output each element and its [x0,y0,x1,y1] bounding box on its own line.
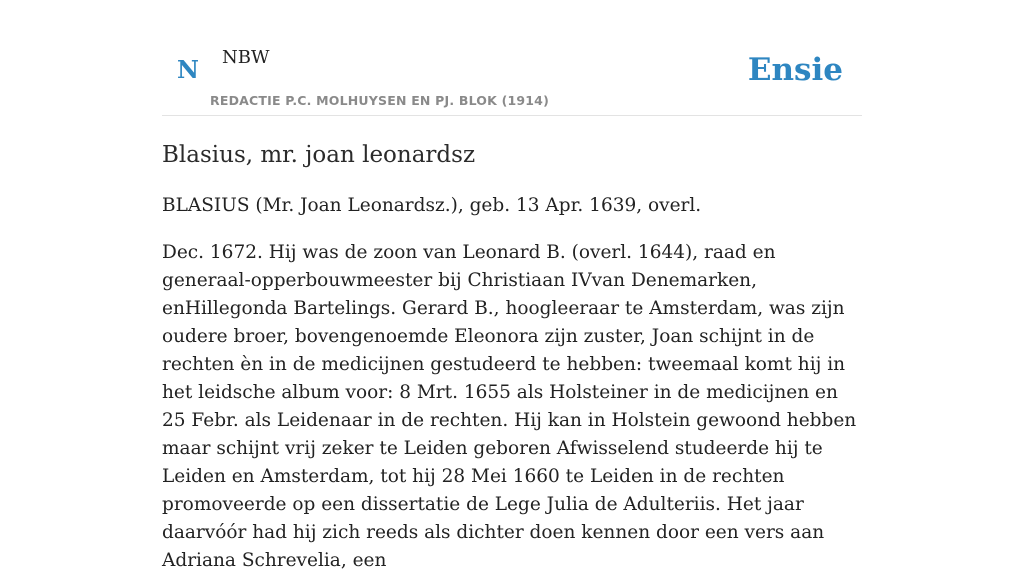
article-paragraph: BLASIUS (Mr. Joan Leonardsz.), geb. 13 Apr. 1639, overl. [162,195,702,216]
header [162,0,862,116]
source-subtitle: REDACTIE P.C. MOLHUYSEN EN PJ. BLOK (1914) [210,93,549,108]
source-logo[interactable]: N [177,55,199,84]
article-paragraph: Dec. 1672. Hij was de zoon van Leonard B. (overl. 1644), raad en generaal-opperbouwmeester bij Christiaan IVvan Denemarken, enHillegonda Bartelings. Gerard B., hoogleeraar te Amsterdam, was zijn oudere broer, bovengenoemde Eleonora zijn zuster, Joan schijnt in de rechten èn in de medicijnen gestudeerd te hebben: tweemaal komt hij in het leidsche album voor: 8 Mrt. 1655 als Holsteiner in de medicijnen en 25 Febr. als Leidenaar in de rechten. Hij kan in Holstein gewoond hebben maar schijnt vrij zeker te Leiden geboren Afwisselend studeerde hij te Leiden en Amsterdam, tot hij 28 Mei 1660 te Leiden in de rechten promoveerde op een dissertatie de Lege Julia de Adulteriis. Het jaar daarvóór had hij zich reeds als dichter doen kennen door een vers aan Adriana Schrevelia, een [162,242,857,571]
brand-logo[interactable]: Ensie [747,52,843,88]
article-title: Blasius, mr. joan leonardsz [162,142,476,168]
source-name[interactable]: NBW [222,47,270,68]
